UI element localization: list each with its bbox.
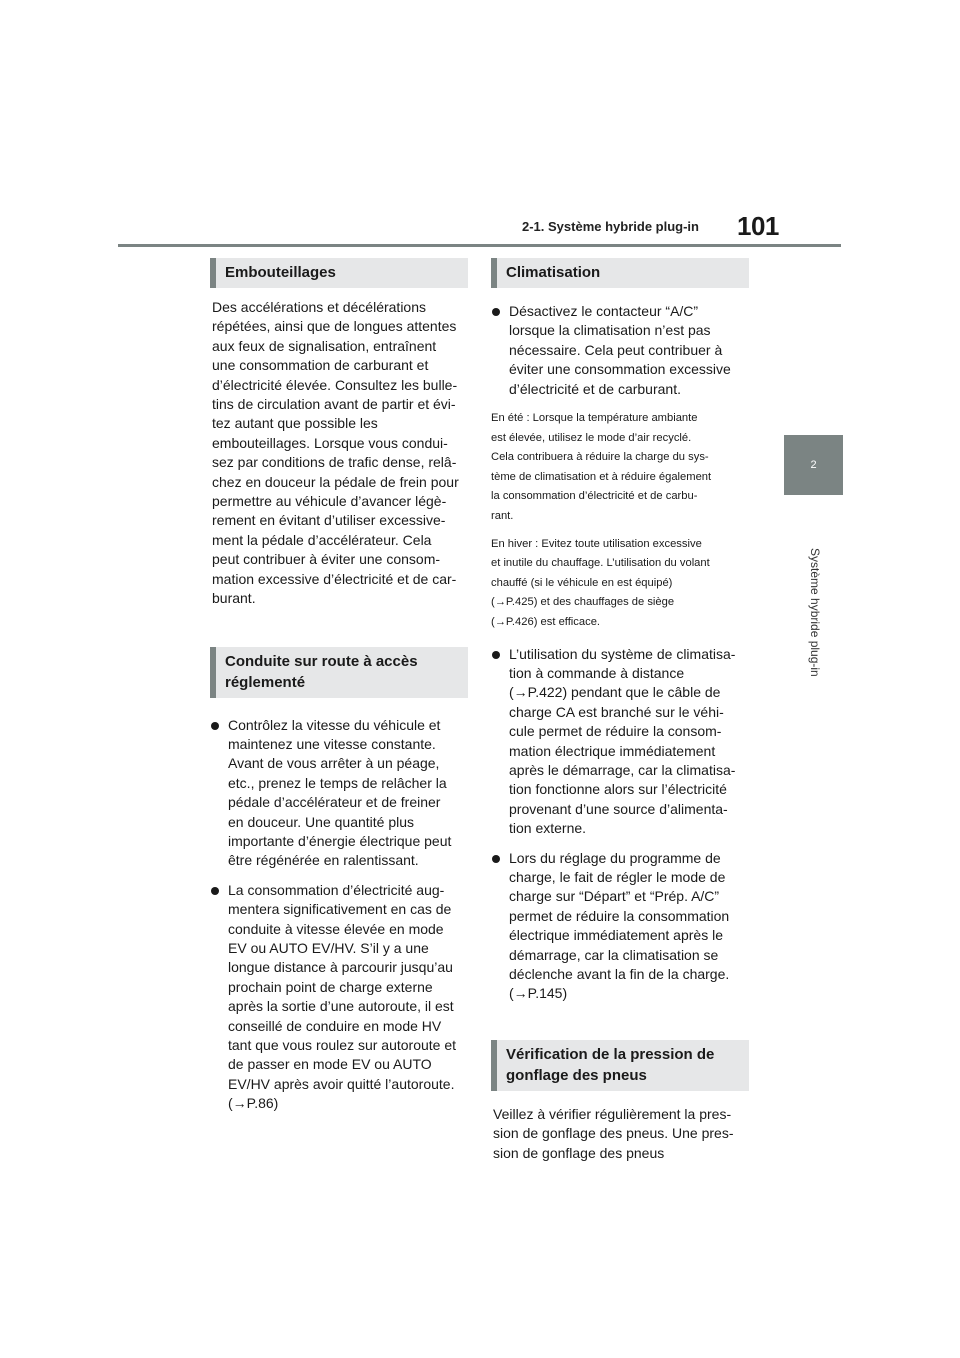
chapter-side-label: Système hybride plug-in [808,548,822,677]
bullet-item: La consommation d’électricité aug- mentera significativement en cas de conduite à vitesse élevée en mode EV ou AUTO EV/HV. S’il y a une longue distance à parcourir jusqu’au prochain point de charge externe après la sortie d’une autoroute, il est conseillé de conduire en mode HV tant que vous roulez sur autoroute et de passer en mode EV ou AUTO EV/HV après avoir quitté l’autoroute. (→P.86) [210,881,468,1114]
bullet-dot-icon [211,722,219,730]
bullet-item: Contrôlez la vitesse du véhicule et maintenez une vitesse constante. Avant de vous arrêter à un péage, etc., prenez le temps de relâcher la pédale d’accélérateur et de freiner en douceur. Une quantité plus importante d’énergie électrique peut être régénérée en ralentissant. [210,716,468,871]
bullet-dot-icon [492,651,500,659]
bullet-dot-icon [492,308,500,316]
section-heading-route-acces-reglemente: Conduite sur route à accès réglementé [210,647,468,698]
bullet-dot-icon [492,855,500,863]
bullet-item: L’utilisation du système de climatisa- tion à commande à distance (→P.422) pendant que le câble de charge CA est branché sur le véhi- cule permet de réduire la consom- mation électrique immédiatement après le démarrage, car la climatisa- tion fonctionne alors sur l’électricité provenant d’une source d’alimenta- tion externe. [491,645,749,839]
right-column [491,258,749,1173]
section-heading-pression-pneus: Vérification de la pression de gonflage des pneus [491,1040,749,1091]
paragraph-embouteillages: Des accélérations et décélérations répétées, ainsi que de longues attentes aux feux de signalisation, entraînent une consommation de carburant et d’électricité élevée. Consultez les bulle- tins de circulation avant de partir et évi- tez autant que possible les embouteillages. Lorsque vous condui- sez par conditions de trafic dense, relâ- chez en douceur la pédale de frein pour permettre au véhicule d’avancer légè- rement en évitant d’utiliser excessive- ment la pédale d’accélérateur. Cela peut contribuer à éviter une consom- mation excessive d’électricité et de car- burant. [212,299,459,607]
section-heading-embouteillages: Embouteillages [210,258,468,288]
chapter-tab [784,435,843,495]
paragraph-pression-pneus: Veillez à vérifier régulièrement la pres- sion de gonflage des pneus. Une pres- sion de gonflage des pneus [493,1105,734,1161]
header-section-title: 2-1. Système hybride plug-in [522,219,699,234]
note-winter: En hiver : Evitez toute utilisation excessive et inutile du chauffage. L’utilisation du volant chauffé (si le véhicule en est équipé) (→P.425) et des chauffages de siège (→P.426) est efficace. [491,537,710,628]
bullet-item: Lors du réglage du programme de charge, le fait de régler le mode de charge sur “Départ” et “Prép. A/C” permet de réduire la consommation électrique immédiatement après le démarrage, car la climatisation se déclenche avant la fin de la charge. (→P.145) [491,849,749,1004]
section-heading-climatisation: Climatisation [491,258,749,288]
header-divider [118,244,841,247]
note-summer: En été : Lorsque la température ambiante est élevée, utilisez le mode d’air recyclé. Cela contribuera à réduire la charge du sys- tème de climatisation et à réduire également la consommation d’électricité et de carbu- rant. [491,412,712,522]
bullet-item: Désactivez le contacteur “A/C” lorsque la climatisation n’est pas nécessaire. Cela peut contribuer à éviter une consommation excessive d’électricité et de carburant. [491,302,749,399]
left-column [210,258,468,1124]
chapter-tab-number: 2 [810,459,817,471]
bullet-dot-icon [211,887,219,895]
page-number: 101 [737,211,779,241]
